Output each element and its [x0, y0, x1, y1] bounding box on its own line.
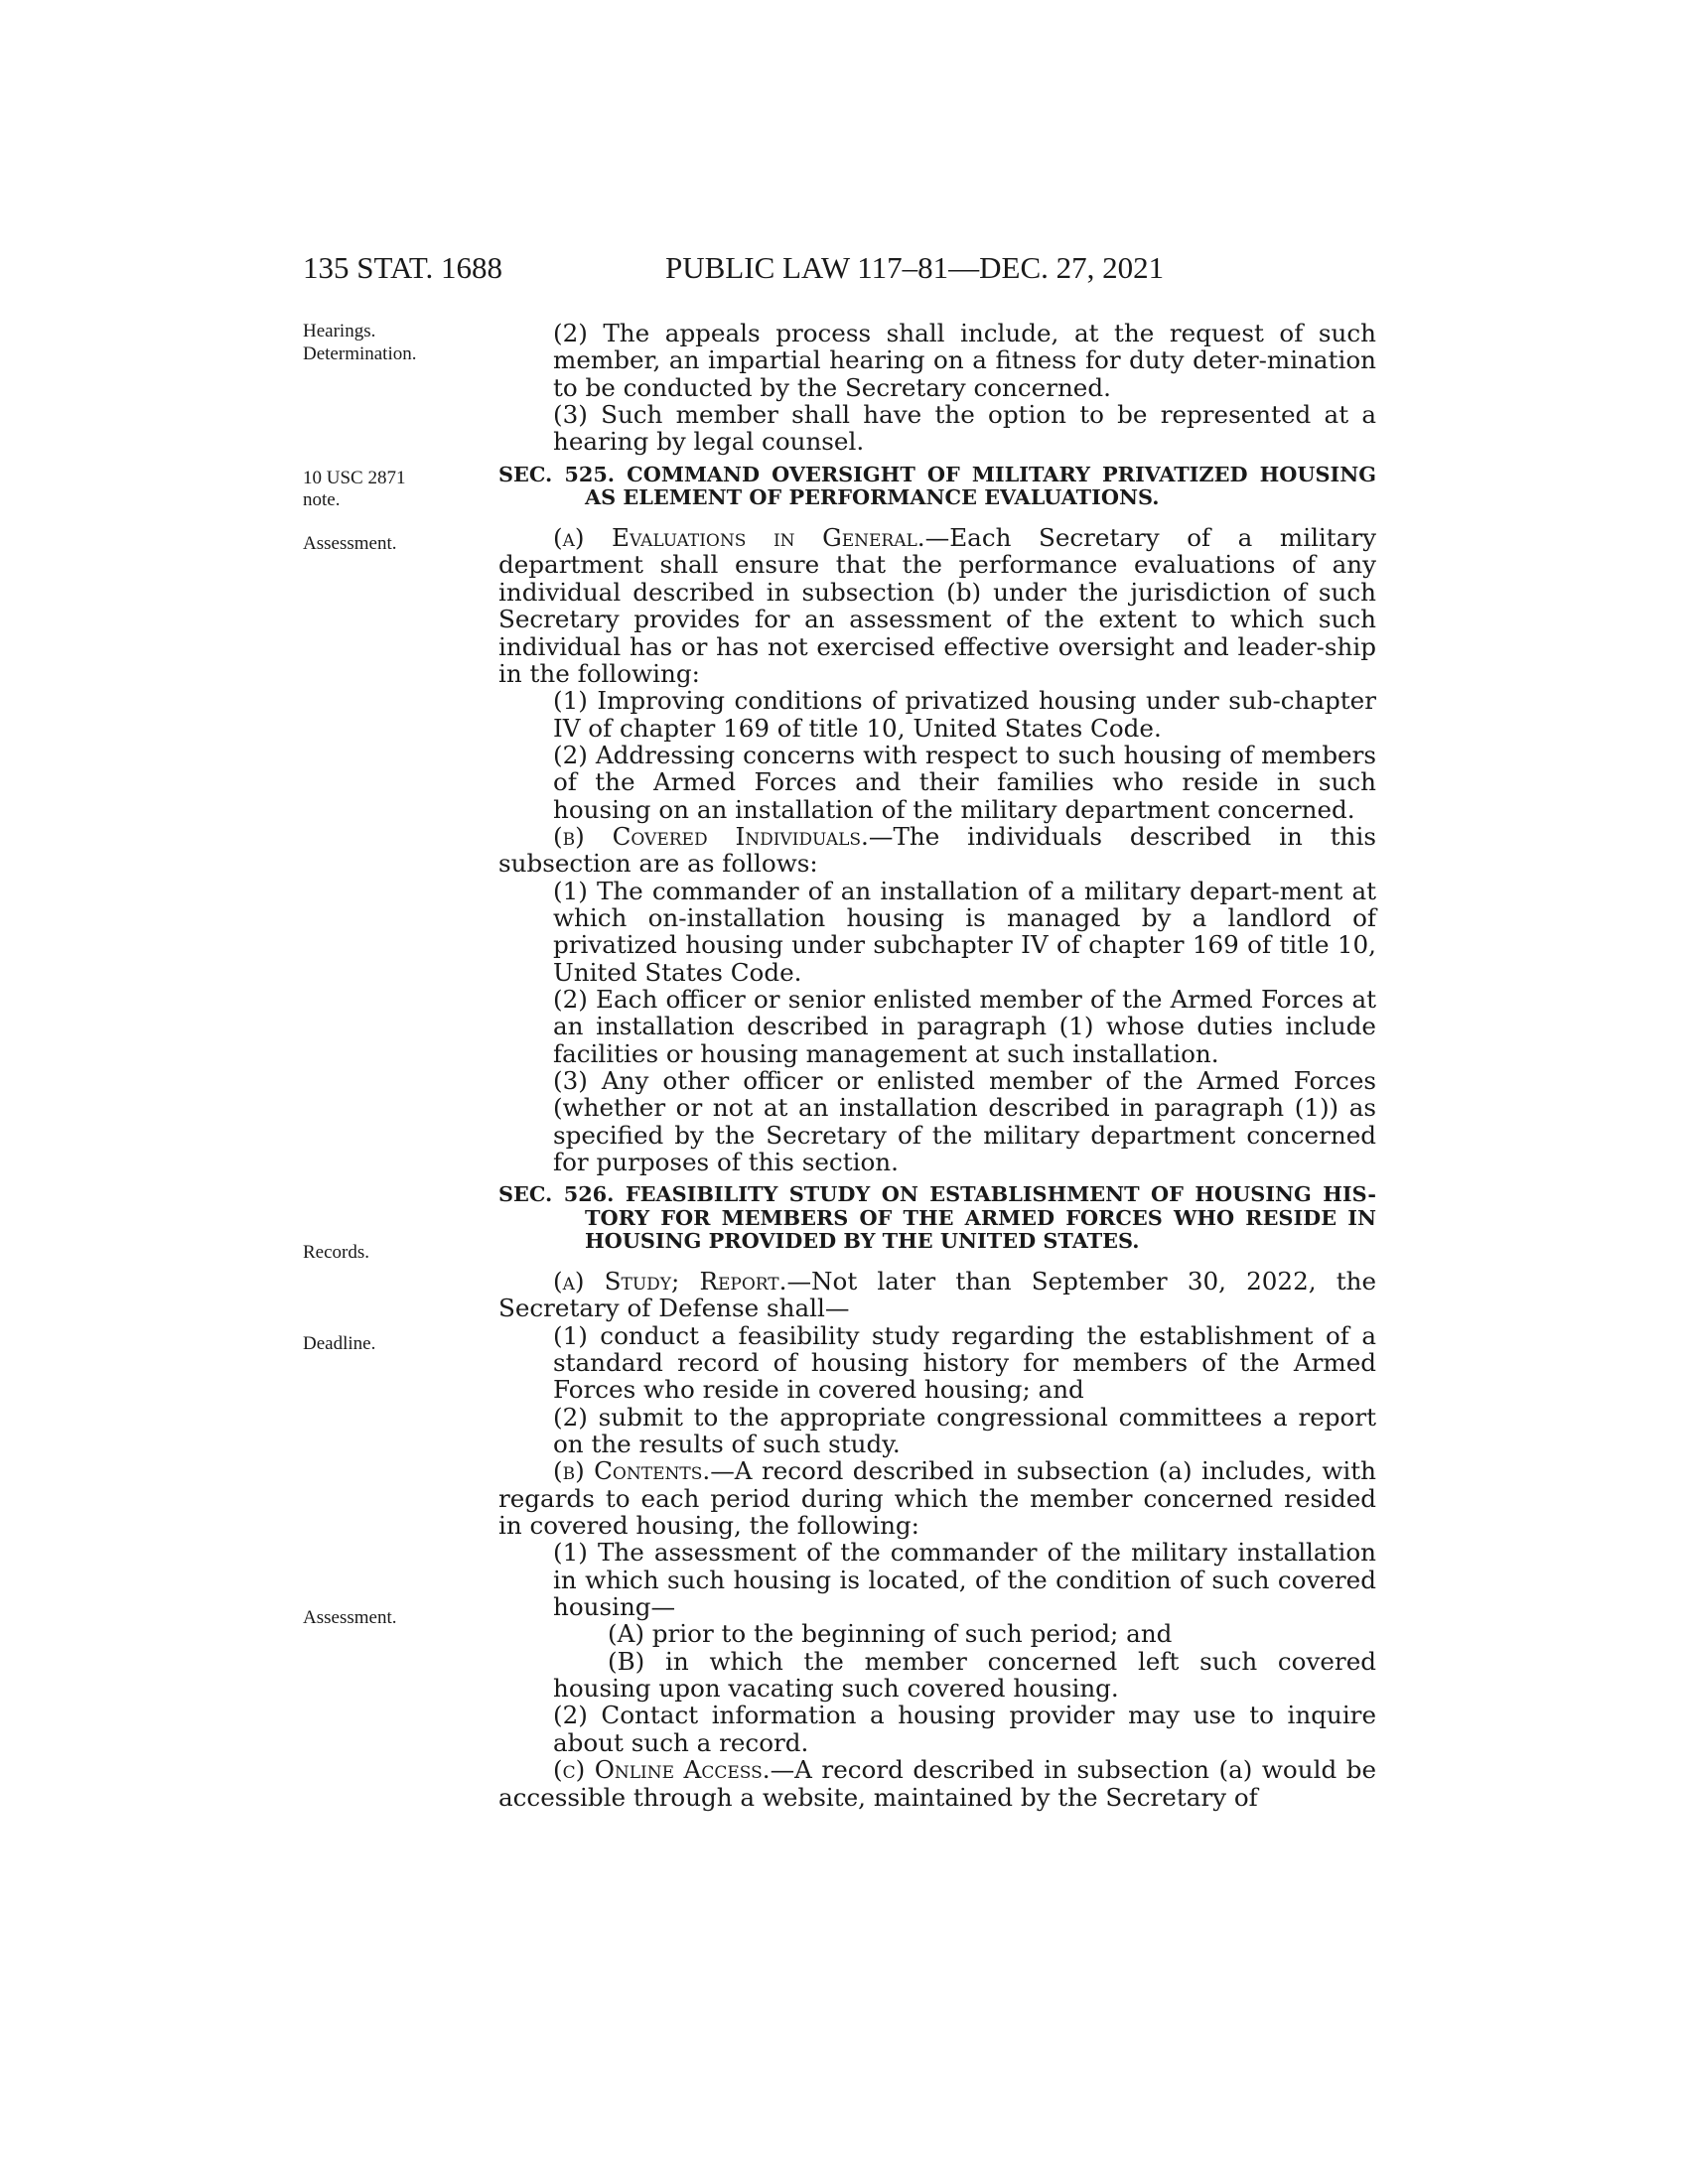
subsection-caption: (b) Contents.	[553, 1456, 711, 1486]
subsection-caption: (a) Evaluations in General.	[553, 523, 925, 553]
subsection-caption: (a) Study; Report.	[553, 1266, 787, 1296]
public-law-citation: PUBLIC LAW 117–81—DEC. 27, 2021	[665, 250, 1165, 285]
subsection-text: —A record described in subsection (a) includes, with regards to each period during which the member concerned resided in covered housing, the following:	[498, 1456, 1376, 1541]
paragraph: (1) Improving conditions of privatized housing under sub-chapter IV of chapter 169 of title 10, United States Code.	[553, 686, 1376, 743]
margin-note-assessment: Assessment.	[303, 1607, 397, 1628]
section-heading-525: SEC. 525. COMMAND OVERSIGHT OF MILITARY PRIVATIZED HOUSING AS ELEMENT OF PERFORMANCE EVALUATIONS.	[498, 461, 1376, 509]
paragraph: (1) The assessment of the commander of the military installation in which such housing is located, of the condition of such covered housing—	[553, 1538, 1376, 1622]
page-header	[303, 250, 1375, 290]
paragraph: (2) Contact information a housing provider may use to inquire about such a record.	[553, 1701, 1376, 1757]
paragraph: (2) Each officer or senior enlisted member of the Armed Forces at an installation described in paragraph (1) whose duties include facilities or housing management at such installation.	[553, 984, 1376, 1068]
paragraph: (1) The commander of an installation of a military depart-ment at which on-installation housing is managed by a landlord of privatized housing under subchapter IV of chapter 169 of title 10, United States Code.	[553, 876, 1376, 987]
subsection-b	[498, 1457, 1376, 1539]
subsection-c	[498, 1756, 1376, 1811]
paragraph: (2) submit to the appropriate congressional committees a report on the results of such study.	[553, 1402, 1376, 1459]
margin-note-records: Records.	[303, 1242, 370, 1263]
statute-body	[498, 320, 1376, 1811]
margin-note-determination: Determination.	[303, 343, 417, 364]
statute-page-reference: 135 STAT. 1688	[303, 250, 503, 285]
paragraph: (3) Such member shall have the option to be represented at a hearing by legal counsel.	[553, 400, 1376, 457]
paragraph: (2) The appeals process shall include, at the request of such member, an impartial hearing on a fitness for duty deter-mination to be conducted by the Secretary concerned.	[553, 319, 1376, 402]
subsection-text: —Each Secretary of a military department shall ensure that the performance evaluations of any individual described in subsection (b) under the jurisdiction of such Secretary provides for an assessment of the extent to which such individual has or has not exercised effective oversight and leader-ship in the following:	[498, 523, 1376, 688]
subparagraph: (A) prior to the beginning of such period; and	[608, 1619, 1173, 1649]
margin-note-deadline: Deadline.	[303, 1333, 376, 1354]
subparagraph: (B) in which the member concerned left such covered housing upon vacating such covered housing.	[553, 1646, 1376, 1704]
subsection-a	[498, 524, 1376, 687]
section-heading-526: SEC. 526. FEASIBILITY STUDY ON ESTABLISHMENT OF HOUSING HIS-TORY FOR MEMBERS OF THE ARMED FORCES WHO RESIDE IN HOUSING PROVIDED BY THE UNITED STATES.	[498, 1181, 1376, 1253]
subsection-caption: (c) Online Access.	[553, 1755, 771, 1785]
subsection-text: —Not later than September 30, 2022, the Secretary of Defense shall—	[498, 1266, 1376, 1323]
subsection-b	[498, 823, 1376, 878]
margin-note-assessment: Assessment.	[303, 533, 397, 554]
margin-note-hearings: Hearings.	[303, 321, 376, 341]
subsection-text: —The individuals described in this subsection are as follows:	[498, 821, 1376, 879]
paragraph: (2) Addressing concerns with respect to such housing of members of the Armed Forces and their families who reside in such housing on an installation of the military department concerned.	[553, 740, 1376, 824]
subsection-a	[498, 1268, 1376, 1322]
margin-note-usc-note: note.	[303, 489, 341, 510]
paragraph: (3) Any other officer or enlisted member of the Armed Forces (whether or not at an installation described in paragraph (1)) as specified by the Secretary of the military department concerned for purposes of this section.	[553, 1066, 1376, 1177]
margin-note-usc: 10 USC 2871	[303, 468, 406, 488]
paragraph: (1) conduct a feasibility study regarding the establishment of a standard record of housing history for members of the Armed Forces who reside in covered housing; and	[553, 1320, 1376, 1405]
subsection-text: —A record described in subsection (a) would be accessible through a website, maintained by the Secretary of	[498, 1755, 1376, 1812]
subsection-caption: (b) Covered Individuals.	[553, 821, 869, 851]
